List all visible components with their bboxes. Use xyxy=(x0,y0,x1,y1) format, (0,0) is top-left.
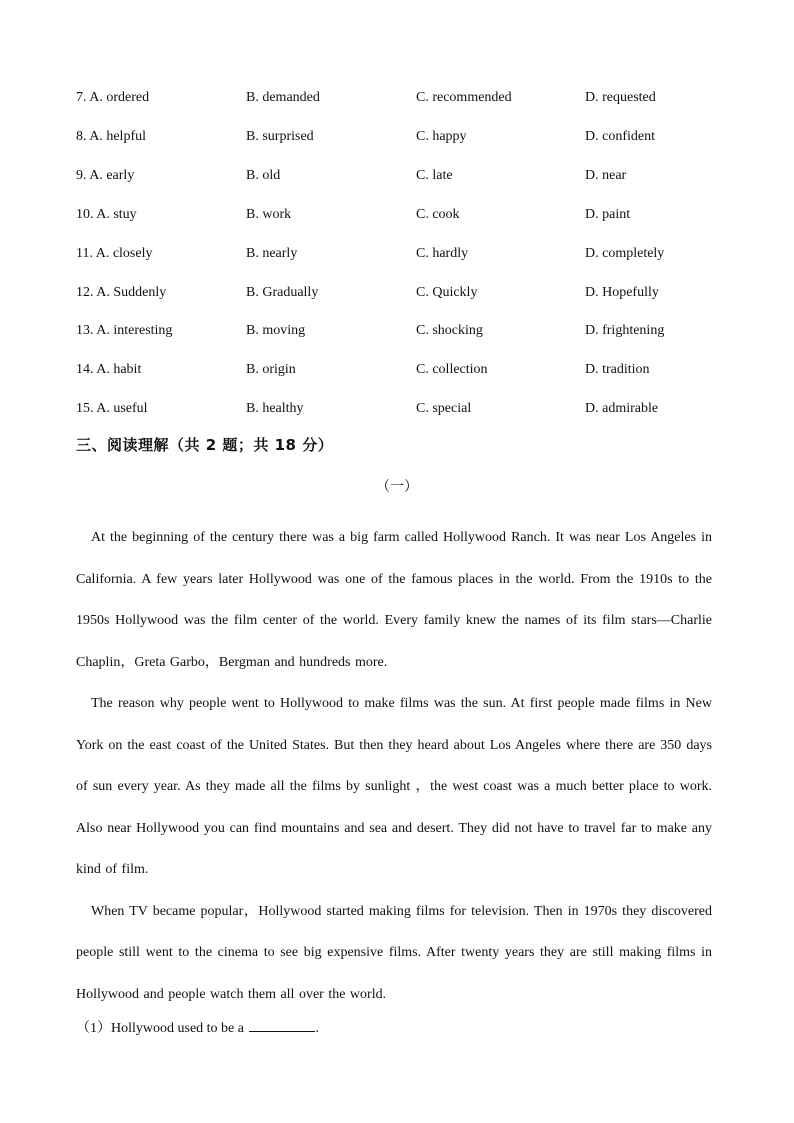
passage-number: （一） xyxy=(376,479,418,495)
option-b[interactable]: B. healthy xyxy=(246,401,304,417)
option-a[interactable]: 9. A. early xyxy=(76,167,135,183)
option-d[interactable]: D. completely xyxy=(585,245,665,261)
option-d[interactable]: D. near xyxy=(585,167,627,183)
option-c[interactable]: C. Quickly xyxy=(416,284,478,300)
option-a[interactable]: 10. A. stuy xyxy=(76,206,137,222)
option-d[interactable]: D. Hopefully xyxy=(585,284,659,300)
option-b[interactable]: B. demanded xyxy=(246,90,320,105)
option-row xyxy=(76,126,736,148)
option-d[interactable]: D. tradition xyxy=(585,362,650,378)
option-b[interactable]: B. moving xyxy=(246,323,306,339)
option-c[interactable]: C. collection xyxy=(416,362,488,378)
option-b[interactable]: B. old xyxy=(246,167,281,183)
option-a[interactable]: 15. A. useful xyxy=(76,401,148,417)
option-row xyxy=(76,204,736,226)
option-b[interactable]: B. nearly xyxy=(246,245,298,261)
option-c[interactable]: C. hardly xyxy=(416,245,469,261)
question-1 xyxy=(76,1017,319,1040)
option-c[interactable]: C. late xyxy=(416,167,453,183)
reading-passage xyxy=(76,517,712,1015)
passage-paragraph: When TV became popular，Hollywood started making films for television. Then in 1970s they discovered people still went to the cinema to see big expensive films. After twenty years they are still making films in Hollywood and people watch them all over the world. xyxy=(76,903,712,1002)
option-row xyxy=(76,359,736,381)
option-row xyxy=(76,243,736,265)
option-a[interactable]: 8. A. helpful xyxy=(76,128,146,144)
passage-paragraph: At the beginning of the century there was a big farm called Hollywood Ranch. It was near Los Angeles in California. A few years later Hollywood was one of the famous places in the world. From the 1910s to the 1950s Hollywood was the film center of the world. Every family knew the names of its film stars—Charlie Chaplin，Greta Garbo，Bergman and hundreds more. xyxy=(76,530,712,670)
passage-paragraph: The reason why people went to Hollywood to make films was the sun. At first people made films in New York on the east coast of the United States. But then they heard about Los Angeles where there are 350 days of sun every year. As they made all the films by sunlight ，the west coast was a much better place to work. Also near Hollywood you can find mountains and sea and desert. They did not have to travel far to make any kind of film. xyxy=(76,696,712,877)
option-d[interactable]: D. paint xyxy=(585,206,631,222)
option-b[interactable]: B. Gradually xyxy=(246,284,319,300)
option-a[interactable]: 13. A. interesting xyxy=(76,323,173,339)
option-row xyxy=(76,282,736,304)
option-c[interactable]: C. shocking xyxy=(416,323,483,339)
option-row xyxy=(76,398,736,420)
question-end: . xyxy=(315,1021,319,1036)
option-d[interactable]: D. admirable xyxy=(585,401,659,417)
option-d[interactable]: D. frightening xyxy=(585,323,665,339)
option-b[interactable]: B. work xyxy=(246,206,292,222)
question-number: （1） xyxy=(76,1021,111,1036)
answer-blank[interactable] xyxy=(249,1017,315,1032)
option-c[interactable]: C. special xyxy=(416,401,472,417)
option-c[interactable]: C. recommended xyxy=(416,90,512,105)
question-text: Hollywood used to be a xyxy=(111,1021,244,1036)
option-b[interactable]: B. origin xyxy=(246,362,296,378)
option-d[interactable]: D. requested xyxy=(585,90,656,105)
option-a[interactable]: 14. A. habit xyxy=(76,362,142,378)
option-row xyxy=(76,87,736,109)
option-row xyxy=(76,165,736,187)
option-b[interactable]: B. surprised xyxy=(246,128,314,144)
option-d[interactable]: D. confident xyxy=(585,128,655,144)
section-heading: 三、阅读理解（共 2 题；共 18 分） xyxy=(76,436,334,454)
option-c[interactable]: C. cook xyxy=(416,206,460,222)
option-a[interactable]: 7. A. ordered xyxy=(76,90,150,105)
option-a[interactable]: 12. A. Suddenly xyxy=(76,284,167,300)
option-a[interactable]: 11. A. closely xyxy=(76,245,153,261)
option-row xyxy=(76,320,736,342)
option-c[interactable]: C. happy xyxy=(416,128,467,144)
